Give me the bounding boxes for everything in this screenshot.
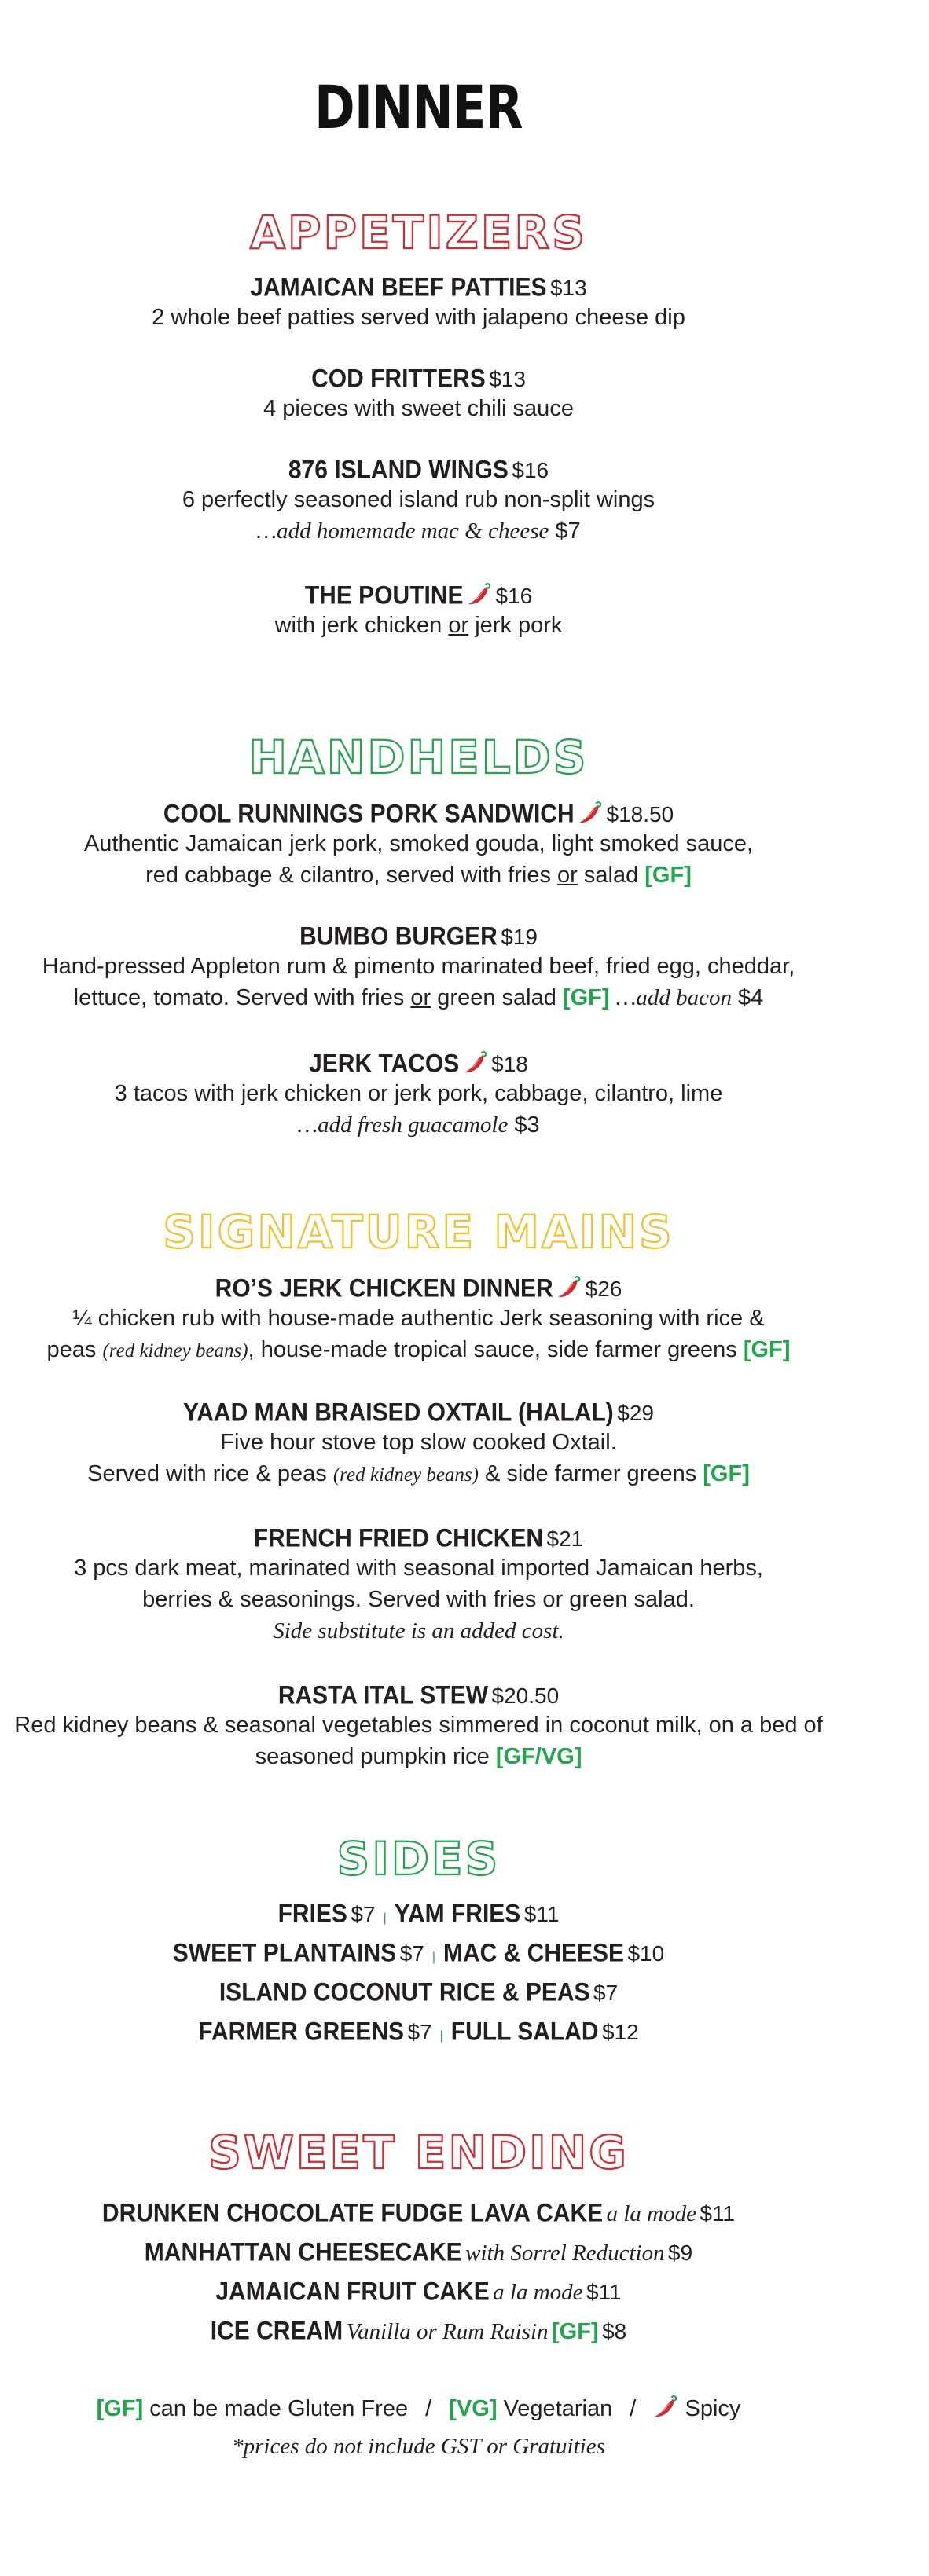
- side-name: FARMER GREENS: [198, 2017, 404, 2047]
- item-price: $18.50: [606, 802, 674, 826]
- item-description: ¼ chicken rub with house-made authentic Jerk seasoning with rice &: [72, 1306, 765, 1331]
- item-price: $26: [585, 1277, 622, 1301]
- side-name: FULL SALAD: [450, 2017, 599, 2047]
- item-price: $20.50: [491, 1684, 560, 1708]
- menu-item-bumbo-burger: [0, 924, 837, 1013]
- item-name: YAAD MAN BRAISED OXTAIL (HALAL): [183, 1398, 614, 1427]
- dessert-name: JAMAICAN FRUIT CAKE: [215, 2277, 490, 2307]
- menu-item-jerk-tacos: [0, 1050, 837, 1141]
- item-description-3: salad: [583, 863, 639, 888]
- chili-pepper-icon: [463, 1050, 488, 1075]
- item-name: JAMAICAN BEEF PATTIES: [250, 273, 547, 302]
- item-price: $21: [546, 1526, 584, 1551]
- menu-item-poutine: [0, 581, 837, 641]
- menu-item-island-wings: [0, 457, 837, 547]
- item-addon: …add bacon: [615, 985, 732, 1010]
- item-description: 4 pieces with sweet chili sauce: [263, 396, 574, 421]
- item-name: FRENCH FRIED CHICKEN: [253, 1524, 544, 1553]
- item-name: COD FRITTERS: [311, 365, 486, 394]
- gf-tag: [GF]: [96, 2396, 144, 2421]
- menu-item-beef-patties: [0, 275, 837, 333]
- item-name: 876 ISLAND WINGS: [288, 456, 509, 485]
- item-name: RASTA ITAL STEW: [277, 1681, 489, 1710]
- dessert-note: a la mode: [606, 2201, 696, 2226]
- sweet-ending-heading: SWEET ENDING: [208, 2126, 629, 2179]
- appetizers-heading: APPETIZERS: [250, 206, 587, 259]
- addon-price: $4: [738, 985, 764, 1010]
- side-name: FRIES: [277, 1900, 347, 1929]
- separator: /: [630, 2396, 637, 2421]
- gf-tag: [GF]: [644, 863, 692, 888]
- item-name: BUMBO BURGER: [299, 922, 498, 951]
- item-description-2: lettuce, tomato. Served with fries: [73, 985, 405, 1010]
- item-price: $16: [512, 458, 549, 482]
- gf-vg-tag: [GF/VG]: [495, 1744, 582, 1769]
- dessert-item: [0, 2237, 837, 2269]
- side-name: MAC & CHEESE: [443, 1939, 625, 1968]
- menu-item-cod-fritters: [0, 366, 837, 424]
- chili-pepper-icon: [653, 2394, 678, 2419]
- item-description-2: peas: [46, 1337, 97, 1362]
- handhelds-heading: HANDHELDS: [248, 731, 589, 784]
- item-price: $13: [549, 276, 587, 300]
- side-price: $7: [407, 2020, 432, 2044]
- dessert-item: [0, 2277, 837, 2308]
- separator: |: [431, 1951, 435, 1964]
- or-underlined: or: [557, 863, 578, 888]
- item-description-3: green salad: [437, 985, 556, 1010]
- item-description: 2 whole beef patties served with jalapeno cheese dip: [152, 305, 685, 330]
- dessert-name: MANHATTAN CHEESECAKE: [144, 2238, 462, 2267]
- legend: [0, 2393, 837, 2424]
- item-description: 6 perfectly seasoned island rub non-split wings: [182, 487, 655, 512]
- dessert-note: with Sorrel Reduction: [465, 2241, 665, 2266]
- legend-gf-text: can be made Gluten Free: [149, 2396, 409, 2421]
- side-price: $7: [593, 1981, 619, 2005]
- item-description-2: red cabbage & cilantro, served with fries: [145, 863, 551, 888]
- prices-note: *prices do not include GST or Gratuities: [232, 2434, 605, 2459]
- sides-row: [0, 2019, 837, 2046]
- dessert-price: $11: [586, 2280, 622, 2304]
- sides-row: [0, 1901, 837, 1928]
- item-note-italic: (red kidney beans): [102, 1340, 248, 1361]
- chili-pepper-icon: [578, 800, 603, 825]
- item-name: COOL RUNNINGS PORK SANDWICH: [163, 800, 575, 829]
- item-name: JERK TACOS: [309, 1050, 460, 1079]
- dessert-price: $11: [700, 2201, 736, 2226]
- gf-tag: [GF]: [562, 985, 610, 1010]
- item-description-3: , house-made tropical sauce, side farmer greens: [248, 1337, 737, 1362]
- side-price: $11: [523, 1902, 560, 1926]
- dessert-price: $8: [602, 2319, 627, 2343]
- menu-item-pork-sandwich: [0, 800, 837, 891]
- item-price: $19: [501, 925, 538, 949]
- addon-price: $3: [514, 1112, 540, 1138]
- item-description: with jerk chicken: [274, 613, 442, 638]
- item-note: Side substitute is an added cost.: [273, 1618, 564, 1643]
- side-name: YAM FRIES: [394, 1900, 521, 1929]
- sides-row: [0, 1980, 837, 2006]
- item-price: $29: [617, 1401, 654, 1425]
- item-description-2: berries & seasonings. Served with fries or green salad.: [142, 1587, 695, 1612]
- item-description: Red kidney beans & seasonal vegetables simmered in coconut milk, on a bed of: [14, 1713, 823, 1738]
- page-title: DINNER: [314, 72, 523, 142]
- item-price: $16: [495, 584, 533, 608]
- sides-row: [0, 1940, 837, 1967]
- signature-mains-heading: SIGNATURE MAINS: [163, 1205, 674, 1259]
- side-price: $12: [601, 2020, 639, 2044]
- or-underlined: or: [410, 985, 431, 1010]
- gf-tag: [GF]: [743, 1337, 791, 1362]
- side-price: $10: [627, 1941, 665, 1966]
- menu-item-jerk-chicken-dinner: [0, 1274, 837, 1367]
- item-price: $13: [489, 367, 526, 391]
- dessert-note: a la mode: [493, 2280, 583, 2305]
- item-note-italic: (red kidney beans): [332, 1464, 479, 1486]
- chili-pepper-icon: [467, 581, 492, 606]
- chili-pepper-icon: [556, 1274, 582, 1299]
- vg-tag: [VG]: [449, 2396, 498, 2421]
- item-description-b: jerk pork: [475, 613, 563, 638]
- dessert-note: Vanilla or Rum Raisin: [346, 2319, 549, 2344]
- item-description: Five hour stove top slow cooked Oxtail.: [220, 1430, 617, 1455]
- dessert-name: DRUNKEN CHOCOLATE FUDGE LAVA CAKE: [101, 2199, 604, 2228]
- item-description-2: Served with rice & peas: [87, 1461, 327, 1486]
- dessert-price: $9: [668, 2241, 693, 2265]
- dessert-item: [0, 2316, 837, 2347]
- legend-spicy-text: Spicy: [685, 2396, 741, 2421]
- dessert-item: [0, 2198, 837, 2230]
- item-name: THE POUTINE: [304, 581, 464, 610]
- item-addon: …add homemade mac & cheese: [256, 518, 549, 544]
- gf-tag: [GF]: [703, 1461, 750, 1486]
- item-description: Authentic Jamaican jerk pork, smoked gouda, light smoked sauce,: [83, 831, 754, 856]
- or-underlined: or: [448, 613, 469, 638]
- side-name: ISLAND COCONUT RICE & PEAS: [218, 1978, 590, 2007]
- menu-item-french-fried-chicken: [0, 1526, 837, 1647]
- separator: |: [439, 2029, 443, 2043]
- item-description: 3 tacos with jerk chicken or jerk pork, cabbage, cilantro, lime: [114, 1081, 723, 1106]
- item-description-3: & side farmer greens: [485, 1461, 697, 1486]
- item-description: Hand-pressed Appleton rum & pimento marinated beef, fried egg, cheddar,: [42, 954, 795, 979]
- separator: |: [383, 1911, 387, 1925]
- gf-tag: [GF]: [552, 2319, 599, 2344]
- legend-vg-text: Vegetarian: [503, 2396, 613, 2421]
- menu-item-rasta-ital-stew: [0, 1683, 837, 1772]
- side-price: $7: [351, 1902, 376, 1926]
- item-description: 3 pcs dark meat, marinated with seasonal imported Jamaican herbs,: [74, 1555, 763, 1581]
- dessert-name: ICE CREAM: [210, 2317, 343, 2346]
- item-description-2: seasoned pumpkin rice: [255, 1744, 490, 1769]
- side-price: $7: [399, 1941, 424, 1966]
- item-name: RO’S JERK CHICKEN DINNER: [215, 1274, 553, 1303]
- addon-price: $7: [555, 518, 581, 544]
- item-addon: …add fresh guacamole: [297, 1112, 509, 1138]
- sides-heading: SIDES: [336, 1832, 501, 1885]
- menu-item-oxtail: [0, 1400, 837, 1491]
- side-name: SWEET PLANTAINS: [172, 1939, 397, 1968]
- item-price: $18: [491, 1052, 528, 1076]
- separator: /: [425, 2396, 432, 2421]
